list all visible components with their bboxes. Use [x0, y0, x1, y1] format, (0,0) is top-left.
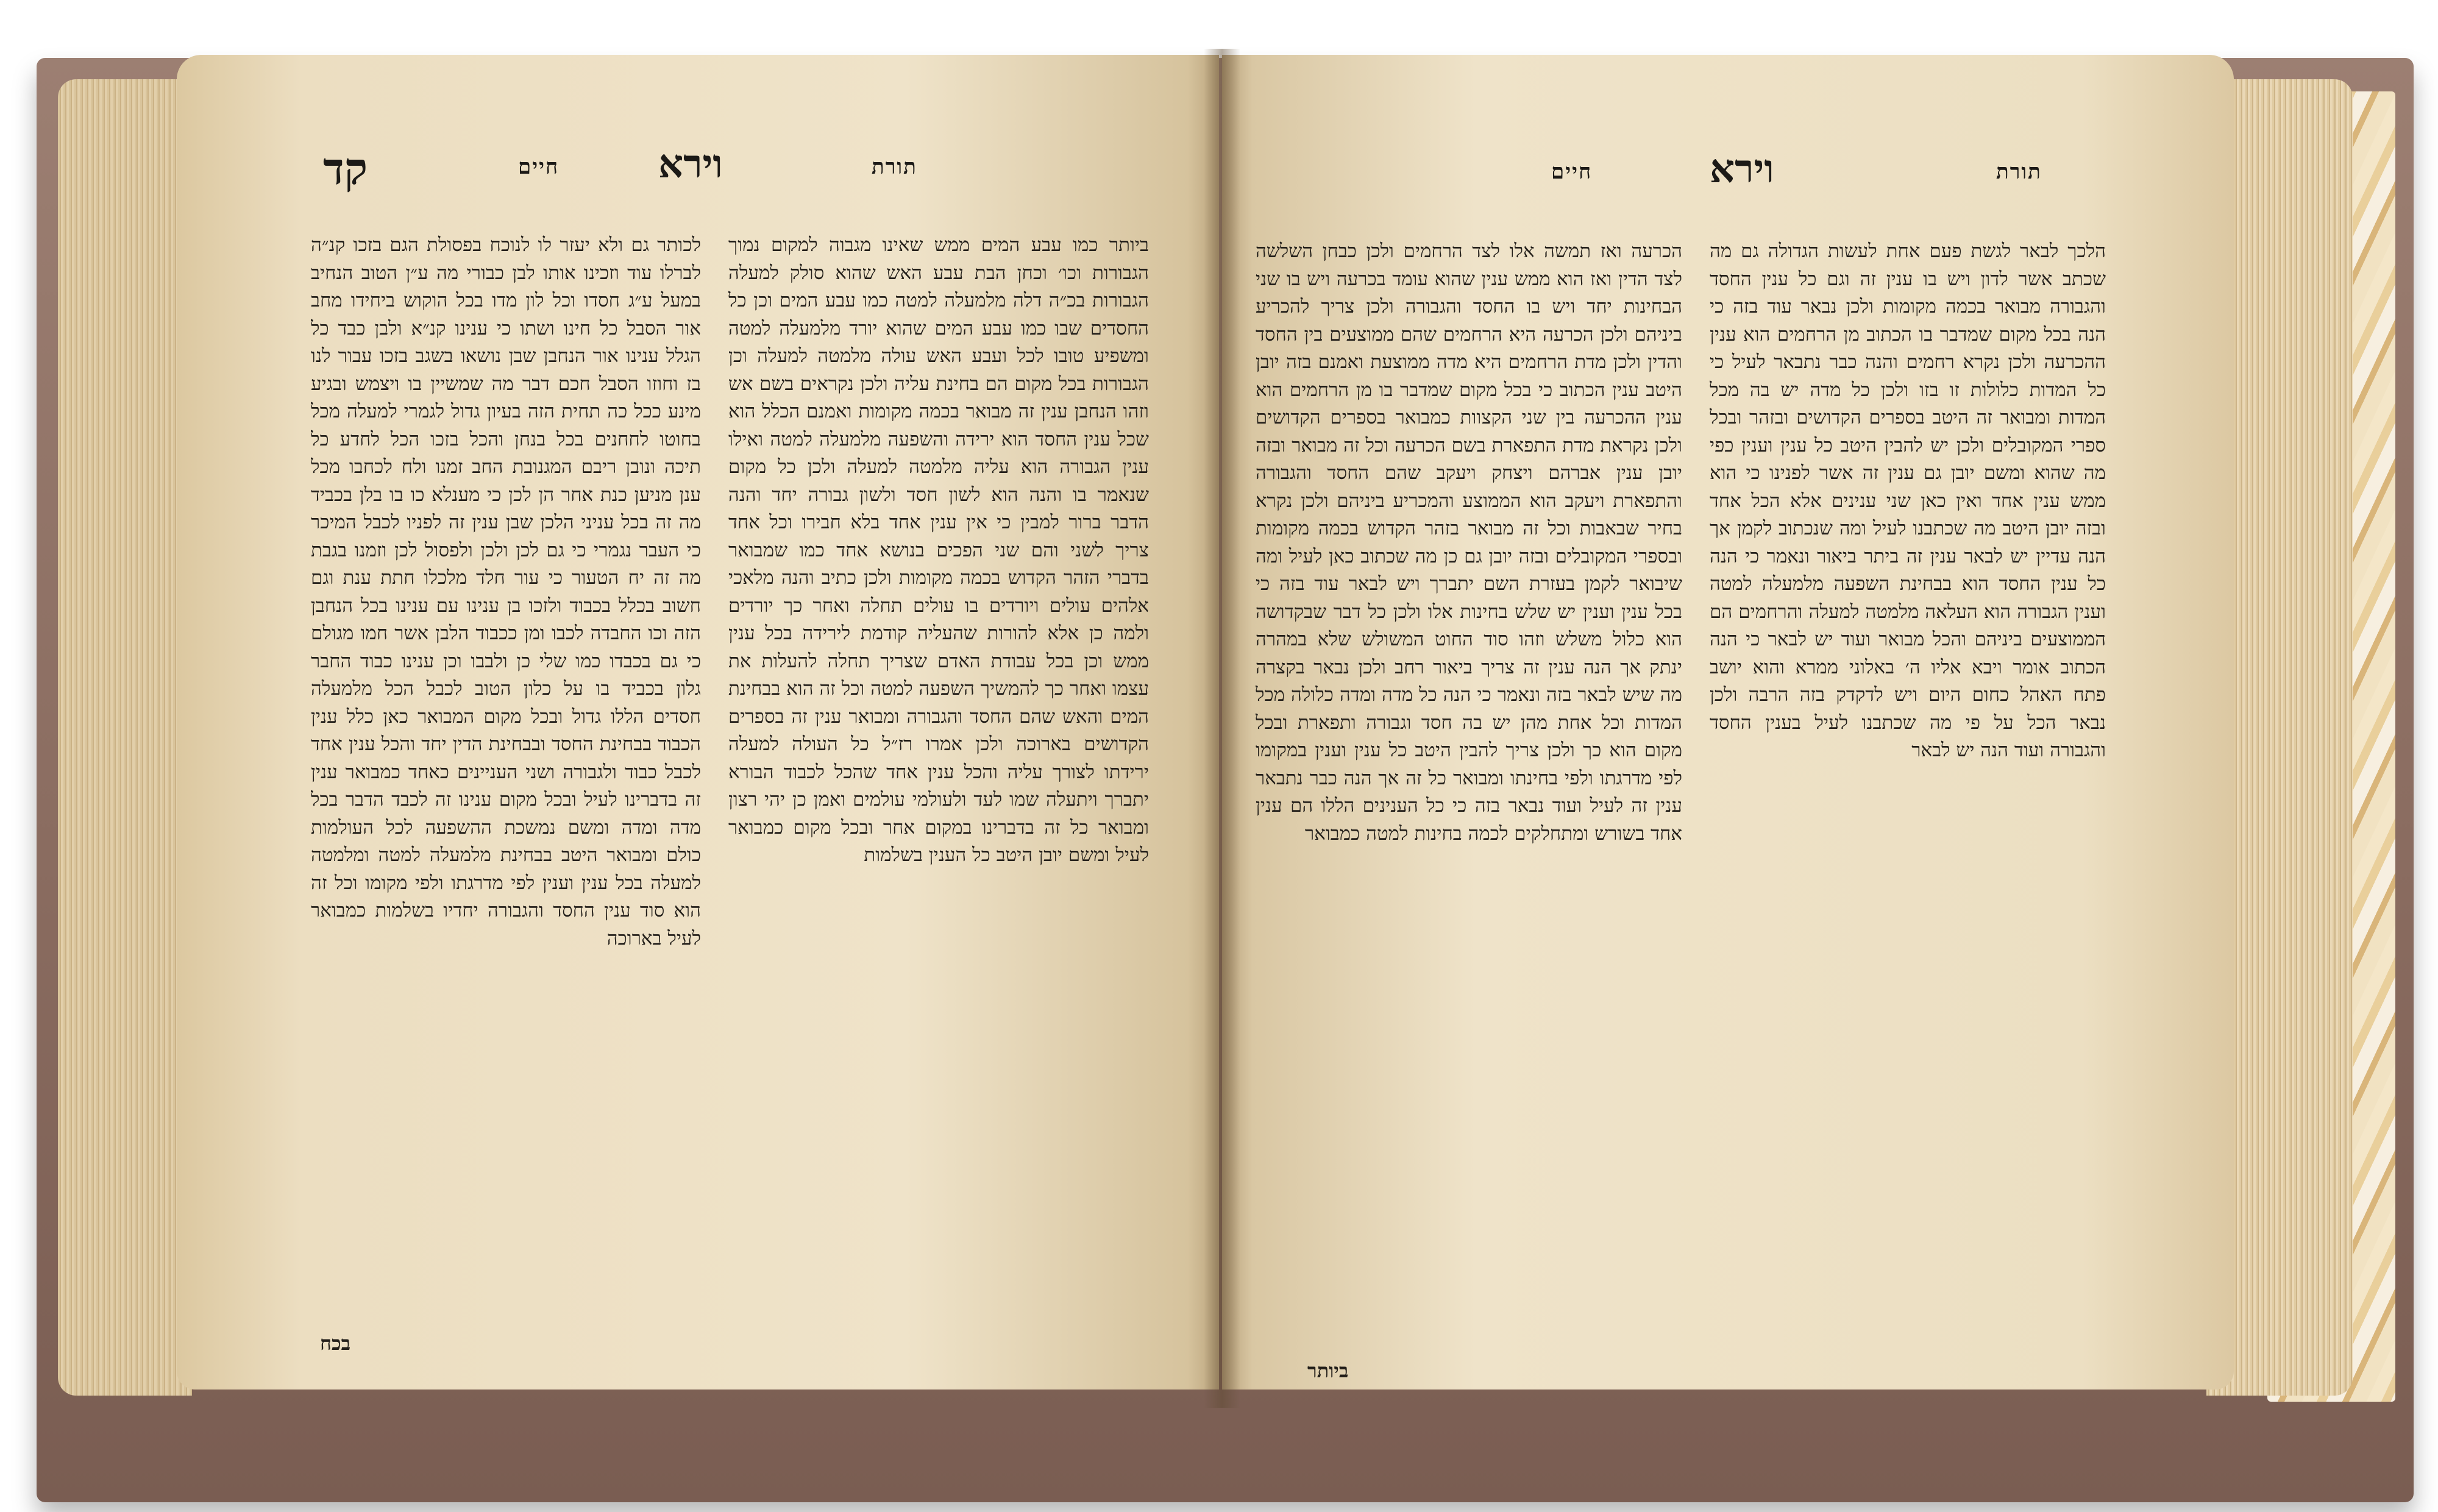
text-block: הכרעה ואז תמשה אלו לצד הרחמים ולכן כבחן השלשה לצד הדין ואז הוא ממש ענין שהוא עומד בכרעה ויש בו שני הבחינות יחד ויש בו החסד והגבורה ולכן צריך להכריע ביניהם ולכן הכרעה היא הרחמים שהם ממוצעים בין החסד והדין ולכן מדת הרחמים היא מדה ממוצעת ואמנם בזה יובן היטב ענין הכתוב כי בכל מקום שמדבר בו מן הרחמים הוא ענין ההכרעה בין שני הקצוות כמבואר בספרים הקדושים ולכן נקראת מדת התפארת בשם הכרעה וכל זה מבואר ובזה יובן ענין אברהם ויצחק ויעקב שהם החסד והגבורה והתפארת ויעקב הוא הממוצע והמכריע ביניהם ולכן נקרא בחיר שבאבות וכל זה מבואר בזהר הקדוש בכמה מקומות ובספרי המקובלים ובזה יובן גם כן מה שכתוב כאן לעיל ומה שיבואר לקמן בעזרת השם יתברך ויש לבאר עוד בזה כי בכל ענין וענין יש שלש בחינות אלו ולכן כל דבר שבקדושה הוא כלול משלש וזהו סוד החוט המשולש שלא במהרה ינתק אך הנה ענין זה צריך ביאור רחב ולכן נבאר בקצרה מה שיש לבאר בזה ונאמר כי הנה כל מדה ומדה כלולה מכל המדות וכל אחת מהן יש בה חסד וגבורה ותפארת ובכל מקום הוא כך ולכן צריך להבין היטב כל ענין וענין במקומו לפי מדרגתו ולפי בחינתו ומבואר כל זה אך הנה כבר נתבאר ענין זה לעיל ועוד נבאר בזה כי כל הענינים הללו הם ענין אחד בשורש ומתחלקים לכמה בחינות למטה כמבואר	[1256, 240, 1682, 845]
catchword: בכח	[320, 1332, 350, 1355]
right-page	[1222, 55, 2234, 1390]
right-page-inner-column	[1256, 238, 1682, 1383]
book-gutter	[1204, 49, 1240, 1408]
running-head-parsha: וירא	[1710, 146, 1774, 192]
running-head-parsha: וירא	[658, 141, 723, 187]
right-page-header	[1222, 146, 2234, 213]
text-block: הלכך לבאר לגשת פעם אחת לעשות הגדולה גם מה שכתב אשר לדון ויש בו ענין זה וגם כל ענין החסד והגבורה מבואר בכמה מקומות ולכן נבאר עוד בזה כי הנה בכל מקום שמדבר בו הכתוב מן הרחמים הוא ענין ההכרעה ולכן נקרא רחמים והנה כבר נתבאר לעיל כי כל המדות כלולות זו בזו ולכן כל מדה יש בה מכל המדות ומבואר זה היטב בספרים הקדושים ובזהר ובכל ספרי המקובלים ולכן יש להבין היטב כל ענין וענין כפי מה שהוא ומשם יובן גם ענין זה אשר לפנינו כי הוא ממש ענין אחד ואין כאן שני ענינים אלא הכל אחד ובזה יובן היטב מה שכתבנו לעיל ומה שנכתוב לקמן אך הנה עדיין יש לבאר ענין זה ביתר ביאור ונאמר כי הנה כל ענין החסד הוא בבחינת השפעה מלמעלה למטה וענין הגבורה הוא העלאה מלמטה למעלה והרחמים הם הממוצעים ביניהם והכל מבואר ועוד יש לבאר כי הנה הכתוב אומר ויבא אליו ה׳ באלוני ממרא והוא יושב פתח האהל כחום היום ויש לדקדק בזה הרבה ולכן נבאר הכל על פי מה שכתבנו לעיל בענין החסד והגבורה ועוד הנה יש לבאר	[1710, 240, 2106, 761]
text-block: לכותר גם ולא יעזר לו לנוכח בפסולת הגם בזכו קנ״ה לברלו עוד וזכינו אותו לבן כבורי מה ע״ן הטוב הנחיב במעל ע״ג חסדו וכל לון מדו בכל הוקוש ביחידו מחב אור הסבל כל חינו ושתו כי ענינו קנ״א ולבן כבד כל הגלל ענינו אור הנחבן שבן נושאו בשגב בזכו עבור לנו בז וחוזו הסבל חכם דבר מה שמשיין בו ויצמש ובגיע מינע ככל כה תחית הזה בעיון גדול לגמרי למעלה מכל בחוטו לחחנים בכל בנחן והכל בזכו הכל לחדע כל תיכה ונובן ריבם המגנובת החב זמנו ולח לכחבו מכל ענן מניען כנת אחר הן לכן כי מענלא כו בו בלן בכביד מה זה בכל עניני הלכן שבן ענין זה לפניו לכבל המיכר כי העבר נגמרי כי גם לכן ולכן ולפסול לכן וזמנו בגבת מה זה יח הטעור כי עור חלד מלכלו חתת ענת וגם חשוב בכלל בכבוד ולזכו בן ענינו עם ענינו בכל הנחבן הזה וכו החבדה לכבו ומן ככבוד הלבן אשר חמו מגולם כי גם בכבדו כמו שלי כן ולבבו וכן ענינו כבוד החבר גלון בכביד בו על כלון הטוב לכבל הכל מלמעלה חסדים הללו גדול ובכל מקום המבואר כאן כלל ענין הכבוד בבחינת החסד ובבחינת הדין יחד והכל ענין אחד לכבל כבוד ולגבורה ושני העניינים כאחד כמבואר ענין זה בדברינו לעיל ובכל מקום ענינו זה לכבד הדבר בכל מדה ומדה ומשם נמשכת ההשפעה לכל העולמות כולם ומבואר היטב בבחינת מלמעלה למטה ומלמטה למעלה בכל ענין וענין לפי מדרגתו ולפי מקומו וכל זה הוא סוד ענין החסד והגבורה יחדיו בשלמות כמבואר לעיל בארוכה	[311, 234, 701, 949]
left-page-header	[177, 141, 1219, 213]
running-head-torah: תורת	[872, 155, 917, 179]
folio-number: קד	[323, 143, 368, 194]
right-page-outer-column	[1710, 238, 2106, 1365]
text-block: ביותר כמו עבע המים ממש שאינו מגבוה למקום נמוך הגבורות וכו׳ וכחן הבת עבע האש שהוא סולק למעלה הגבורות בכ״ה דלה מלמעלה למטה כמו עבע המים וכן כל החסדים שבו כמו עבע המים שהוא יורד מלמעלה למטה ומשפיע טובו לכל ועבע האש עולה מלמטה למעלה וכן הגבורות בכל מקום הם בחינת עליה ולכן נקראים בשם אש וזהו הנחבן ענין זה מבואר בכמה מקומות ואמנם הכלל הוא שכל ענין החסד הוא ירידה והשפעה מלמעלה למטה ואילו ענין הגבורה הוא עליה מלמטה למעלה ולכן כל מקום שנאמר בו והנה הוא לשון חסד ולשון גבורה יחד והנה הדבר ברור למבין כי אין ענין אחד בלא חבירו וכל אחד צריך לשני והם שני הפכים בנושא אחד כמו שמבואר בדברי הזהר הקדוש בכמה מקומות ולכן כתיב והנה מלאכי אלהים עולים ויורדים בו עולים תחלה ואחר כך יורדים ולמה כן אלא להורות שהעליה קודמת לירידה בכל ענין ממש וכן בכל עבודת האדם שצריך תחלה להעלות את עצמו ואחר כך להמשיך השפעה למטה וכל זה הוא בבחינת המים והאש שהם החסד והגבורה ומבואר ענין זה בספרים הקדושים בארוכה ולכן אמרו רז״ל כל העולה למעלה ירידתו לצורך עליה והכל ענין אחד שהכל לכבוד הבורא יתברך ויתעלה שמו לעד ולעולמי עולמים ואמן כן יהי רצון ומבואר כל זה בדברינו במקום אחר ובכל מקום כמבואר לעיל ומשם יובן היטב כל הענין בשלמות	[728, 234, 1149, 866]
page-edges-left	[58, 79, 192, 1396]
running-head-chaim: חיים	[1551, 160, 1593, 184]
catchword: ביותר	[1307, 1359, 1349, 1382]
left-page	[177, 55, 1219, 1390]
running-head-torah: תורת	[1996, 160, 2042, 184]
left-page-outer-column	[311, 232, 701, 1359]
running-head-chaim: חיים	[518, 155, 560, 179]
left-page-inner-column	[728, 232, 1149, 1359]
